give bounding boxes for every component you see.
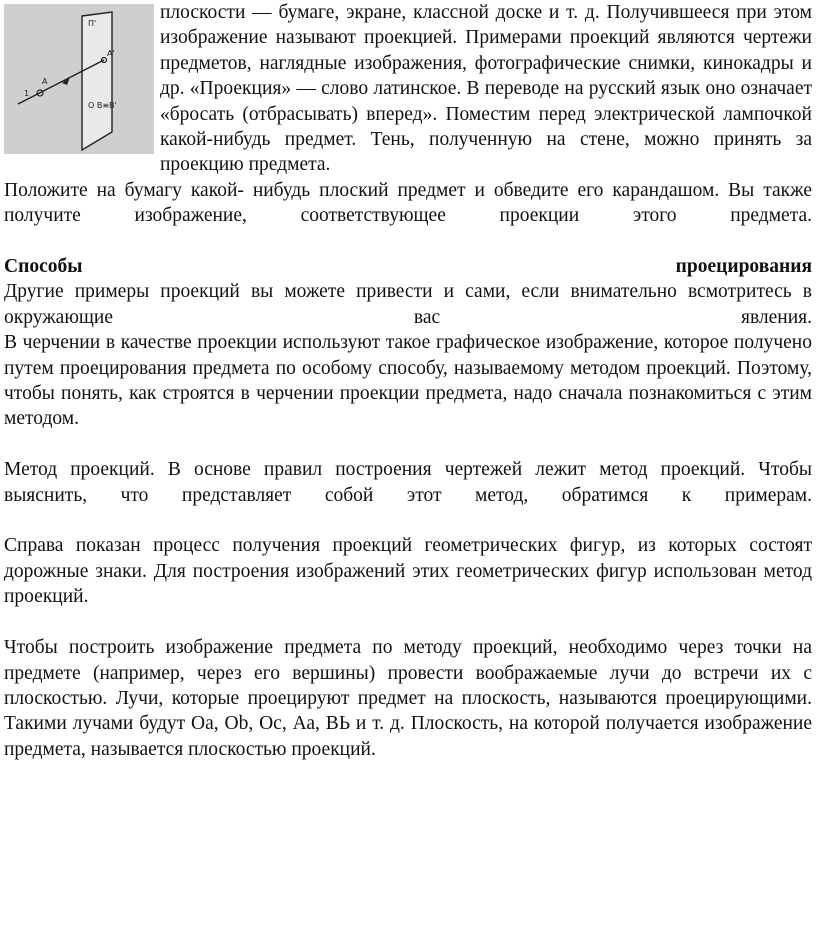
paragraph-trace: Положите на бумагу какой- нибудь плоский предмет и обведите его карандашом. Вы также получите изображение, соответствующее проекции этого предмета.: [4, 179, 812, 227]
heading-left: Способы: [4, 256, 83, 278]
paragraph-intro: плоскости — бумаге, экране, классной доске и т. д. Получившееся при этом изображение называют проекцией. Примерами проекций являются чертежи предметов, наглядные изображения, фотографические снимки, кинокадры и др. «Проекция» — слово латинское. В переводе на русский язык оно означает «бросать (отбрасывать) вперед». Поместим перед электрической лампочкой какой-нибудь предмет. Тень, полученную на стене, можно принять за проекцию предмета.: [160, 2, 812, 176]
spacer: [4, 229, 812, 254]
points-row-label: О В≡В': [88, 101, 117, 110]
paragraph-examples: Другие примеры проекций вы можете привести и сами, если внимательно всмотритесь в окружающие вас явления.: [4, 281, 812, 328]
paragraph-road-signs: Справа показан процесс получения проекций геометрических фигур, из которых состоят дорожные знаки. Для построения изображений этих геометрических фигур использован метод проекций.: [4, 535, 812, 608]
spacer: [4, 610, 812, 635]
projection-label: A': [107, 49, 115, 58]
plane-label: П': [88, 19, 97, 28]
heading-right: проецирования: [675, 256, 812, 278]
paragraph-rays: Чтобы построить изображение предмета по методу проекций, необходимо через точки на предмете (например, через его вершины) провести воображаемые лучи до встречи их с плоскостью. Лучи, которые проецируют предмет на плоскость, называются проецирующими. Такими лучами будут Оа, Оb, Ос, Аа, ВЬ и т. д. Плоскость, на которой получается изображение предмета, называется плоскостью проекций.: [4, 637, 812, 760]
paragraph-drawing: В черчении в качестве проекции используют такое графическое изображение, которое получено путем проецирования предмета по особому способу, называемому методом проекций. Поэтому, чтобы понять, как строятся в черчении проекции предмета, надо сначала познакомиться с этим методом.: [4, 332, 812, 430]
ray-label: 1: [24, 89, 30, 98]
spacer: [4, 508, 812, 533]
projection-diagram-icon: [4, 4, 154, 154]
point-a-label: A: [42, 77, 48, 86]
projection-figure: [4, 4, 154, 154]
document-page: [4, 0, 812, 762]
spacer: [4, 432, 812, 457]
section-heading: [4, 254, 812, 279]
paragraph-method: Метод проекций. В основе правил построения чертежей лежит метод проекций. Чтобы выяснить, что представляет собой этот метод, обратимся к примерам.: [4, 459, 812, 506]
